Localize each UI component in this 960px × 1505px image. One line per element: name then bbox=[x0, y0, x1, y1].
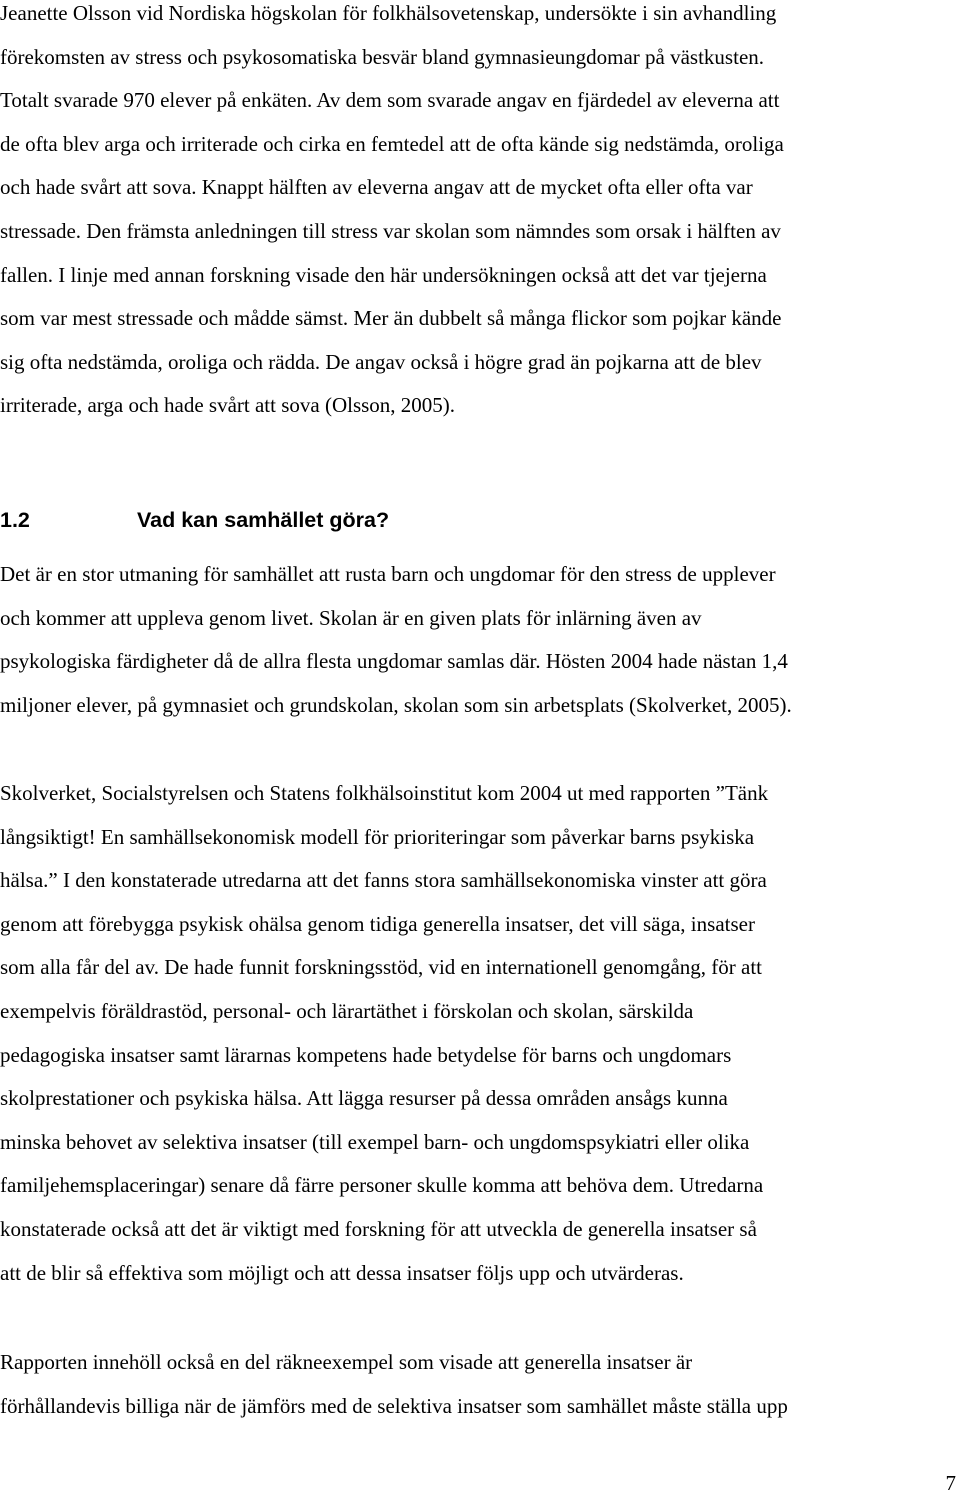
text-line: pedagogiska insatser samt lärarnas kompetens hade betydelse för barns och ungdomars bbox=[0, 1042, 732, 1067]
text-line: som alla får del av. De hade funnit forskningsstöd, vid en internationell genomgång, för att bbox=[0, 955, 763, 980]
text-line: förekomsten av stress och psykosomatiska besvär bland gymnasieungdomar på västkusten. bbox=[0, 44, 765, 69]
text-line: Totalt svarade 970 elever på enkäten. Av dem som svarade angav en fjärdedel av eleverna att bbox=[0, 88, 780, 113]
text-line: Det är en stor utmaning för samhället att rusta barn och ungdomar för den stress de upplever bbox=[0, 562, 776, 586]
text-line: fallen. I linje med annan forskning visade den här undersökningen också att det var tjejerna bbox=[0, 262, 767, 287]
section-title: Vad kan samhället göra? bbox=[137, 508, 390, 532]
text-line: sig ofta nedstämda, oroliga och rädda. De angav också i högre grad än pojkarna att de blev bbox=[0, 349, 762, 374]
text-line: stressade. Den främsta anledningen till stress var skolan som nämndes som orsak i hälften av bbox=[0, 218, 781, 243]
text-line: familjehemsplaceringar) senare då färre personer skulle komma att behöva dem. Utredarna bbox=[0, 1173, 764, 1198]
text-line: miljoner elever, på gymnasiet och grundskolan, skolan som sin arbetsplats (Skolverket, 2005). bbox=[0, 692, 792, 717]
text-line: att de blir så effektiva som möjligt och att dessa insatser följs upp och utvärderas. bbox=[0, 1260, 684, 1285]
text-line: skolprestationer och psykiska hälsa. Att lägga resurser på dessa områden ansågs kunna bbox=[0, 1086, 728, 1111]
paragraph-report bbox=[0, 772, 960, 1295]
text-line: långsiktigt! En samhällsekonomisk modell för prioriteringar som påverkar barns psykiska bbox=[0, 824, 755, 849]
text-line: de ofta blev arga och irriterade och cirka en femtedel att de ofta kände sig nedstämda, oroliga bbox=[0, 131, 784, 156]
text-line: minska behovet av selektiva insatser (till exempel barn- och ungdomspsykiatri eller olika bbox=[0, 1129, 750, 1154]
text-line: exempelvis föräldrastöd, personal- och lärartäthet i förskolan och skolan, särskilda bbox=[0, 998, 694, 1023]
text-line: Skolverket, Socialstyrelsen och Statens folkhälsoinstitut kom 2004 ut med rapporten ”Tänk bbox=[0, 781, 769, 805]
text-line: psykologiska färdigheter då de allra flesta ungdomar samlas där. Hösten 2004 hade nästan 1,4 bbox=[0, 649, 788, 674]
text-line: förhållandevis billiga när de jämförs med de selektiva insatser som samhället måste ställa upp bbox=[0, 1393, 788, 1418]
paragraph-society-challenge bbox=[0, 553, 960, 727]
text-line: konstaterade också att det är viktigt med forskning för att utveckla de generella insatser så bbox=[0, 1216, 757, 1241]
paragraph-calculations bbox=[0, 1341, 960, 1428]
section-heading bbox=[0, 502, 389, 538]
text-line: och hade svårt att sova. Knappt hälften av eleverna angav att de mycket ofta eller ofta var bbox=[0, 175, 753, 200]
text-line: hälsa.” I den konstaterade utredarna att det fanns stora samhällsekonomiska vinster att göra bbox=[0, 868, 767, 893]
text-line: genom att förebygga psykisk ohälsa genom tidiga generella insatser, det vill säga, insatser bbox=[0, 911, 755, 936]
text-line: och kommer att uppleva genom livet. Skolan är en given plats för inlärning även av bbox=[0, 605, 702, 630]
text-line: som var mest stressade och mådde sämst. Mer än dubbelt så många flickor som pojkar kände bbox=[0, 306, 782, 331]
text-line: Jeanette Olsson vid Nordiska högskolan för folkhälsovetenskap, undersökte i sin avhandling bbox=[0, 1, 777, 25]
section-number: 1.2 bbox=[0, 508, 30, 532]
text-line: Rapporten innehöll också en del räkneexempel som visade att generella insatser är bbox=[0, 1350, 693, 1374]
text-line: irriterade, arga och hade svårt att sova (Olsson, 2005). bbox=[0, 393, 456, 418]
paragraph-olsson-study bbox=[0, 0, 960, 428]
page-number: 7 bbox=[945, 1471, 956, 1495]
